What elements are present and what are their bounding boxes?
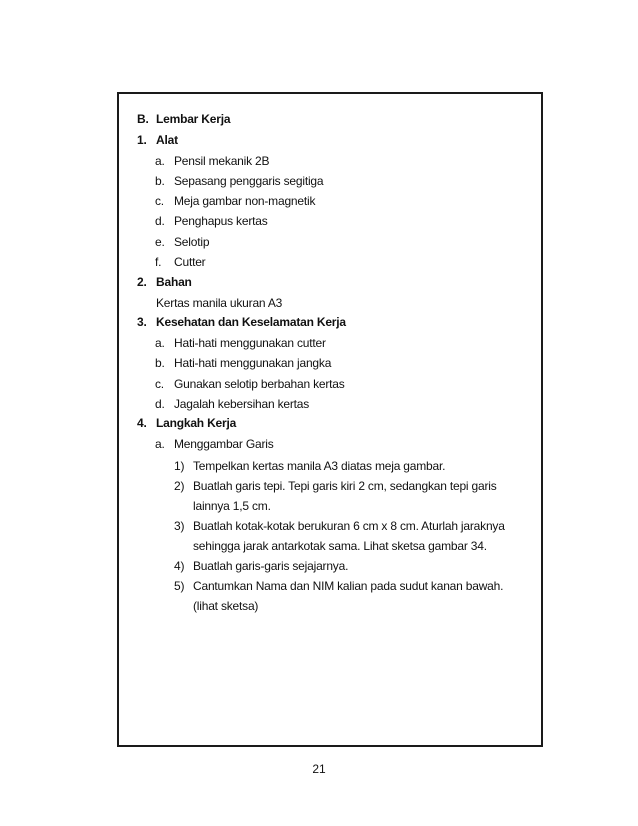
bahan-heading: Bahan	[156, 275, 192, 289]
step-text: Buatlah garis tepi. Tepi garis kiri 2 cm, sedangkan tepi garis	[193, 479, 497, 493]
bahan-text: Kertas manila ukuran A3	[156, 296, 283, 310]
langkah-heading: Langkah Kerja	[156, 416, 237, 430]
langkah-number: 4.	[137, 416, 147, 430]
k3-number: 3.	[137, 315, 147, 329]
list-item: Jagalah kebersihan kertas	[174, 397, 310, 411]
step-marker: 2)	[174, 479, 185, 493]
sub-marker: a.	[155, 437, 165, 451]
list-marker: c.	[155, 194, 164, 208]
list-item: Hati-hati menggunakan cutter	[174, 336, 326, 350]
section-label: B.	[137, 112, 149, 126]
list-marker: b.	[155, 174, 165, 188]
step-text: Buatlah garis-garis sejajarnya.	[193, 559, 349, 573]
alat-number: 1.	[137, 133, 147, 147]
step-text: lainnya 1,5 cm.	[193, 499, 271, 513]
list-item: Meja gambar non-magnetik	[174, 194, 316, 208]
list-marker: a.	[155, 336, 165, 350]
list-item: Sepasang penggaris segitiga	[174, 174, 324, 188]
step-text: Cantumkan Nama dan NIM kalian pada sudut kanan bawah.	[193, 579, 504, 593]
list-marker: b.	[155, 356, 165, 370]
list-marker: a.	[155, 154, 165, 168]
list-item: Selotip	[174, 235, 210, 249]
list-item: Penghapus kertas	[174, 214, 268, 228]
step-text: (lihat sketsa)	[193, 599, 259, 613]
list-item: Pensil mekanik 2B	[174, 154, 270, 168]
step-text: Tempelkan kertas manila A3 diatas meja gambar.	[193, 459, 446, 473]
sub-heading: Menggambar Garis	[174, 437, 274, 451]
list-marker: f.	[155, 255, 162, 269]
k3-heading: Kesehatan dan Keselamatan Kerja	[156, 315, 346, 329]
step-marker: 3)	[174, 519, 185, 533]
list-marker: e.	[155, 235, 165, 249]
section-title: Lembar Kerja	[156, 112, 231, 126]
list-item: Gunakan selotip berbahan kertas	[174, 377, 345, 391]
list-marker: c.	[155, 377, 164, 391]
alat-heading: Alat	[156, 133, 178, 147]
list-marker: d.	[155, 397, 165, 411]
step-marker: 4)	[174, 559, 185, 573]
step-text: Buatlah kotak-kotak berukuran 6 cm x 8 cm. Aturlah jaraknya	[193, 519, 505, 533]
list-item: Hati-hati menggunakan jangka	[174, 356, 332, 370]
list-item: Cutter	[174, 255, 206, 269]
step-text: sehingga jarak antarkotak sama. Lihat sketsa gambar 34.	[193, 539, 487, 553]
step-marker: 1)	[174, 459, 185, 473]
list-marker: d.	[155, 214, 165, 228]
page-number: 21	[312, 762, 326, 776]
bahan-number: 2.	[137, 275, 147, 289]
step-marker: 5)	[174, 579, 185, 593]
